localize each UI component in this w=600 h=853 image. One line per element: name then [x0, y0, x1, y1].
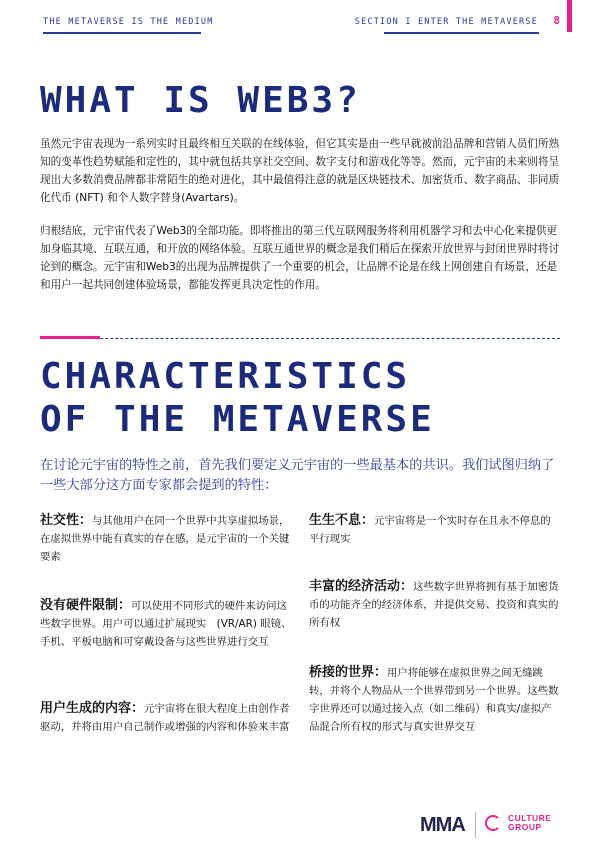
page-number: 8 — [553, 14, 560, 27]
title-line-2: OF THE METAVERSE — [40, 399, 435, 440]
feature-text: 与其他用户在同一个世界中共享虚拟场景，在虚拟世界中能有真实的存在感，是元宇宙的一个关键要素 — [40, 515, 290, 563]
header-rule-right — [384, 32, 539, 34]
title-line-1: CHARACTERISTICS — [40, 356, 411, 397]
feature-no-hardware-limit — [40, 597, 292, 651]
header-rule-left — [43, 32, 201, 34]
feature-user-generated — [40, 700, 292, 736]
section-divider-accent — [40, 336, 100, 339]
logo-separator — [475, 812, 476, 838]
culture-group-logo-icon — [485, 815, 501, 831]
feature-text: 可以使用不同形式的硬件来访问这些数字世界。用户可以通过扩展现实 (VR/AR) 眼镜、手机、平板电脑和可穿戴设备与这些世界进行交互 — [40, 600, 292, 648]
characteristics-intro: 在讨论元宇宙的特性之前，首先我们要定义元宇宙的一些最基本的共识。我们试图归纳了一些大部分这方面专家都会提到的特性： — [40, 458, 555, 493]
running-header-right: SECTION I ENTER THE METAVERSE — [354, 17, 538, 27]
section-title-characteristics — [40, 355, 435, 441]
feature-economy — [309, 578, 561, 632]
feature-title: 生生不息： — [309, 513, 375, 528]
feature-bridged-worlds — [309, 664, 561, 736]
running-header-left: THE METAVERSE IS THE MEDIUM — [43, 17, 214, 27]
section-title-web3: WHAT IS WEB3? — [40, 80, 361, 121]
feature-text: 元宇宙将在很大程度上由创作者驱动，并将由用户自己制作或增强的内容和体验来丰富 — [40, 703, 290, 733]
mma-logo: MMA — [420, 814, 465, 836]
feature-text: 元宇宙将是一个实时存在且永不停息的平行现实 — [309, 515, 551, 545]
feature-title: 桥接的世界： — [309, 665, 388, 680]
feature-text: 用户将能够在虚拟世界之间无缝跳转，并将个人物品从一个世界带到另一个世界。这些数字世界还可以通过接入点（如二维码）和真实/虚拟产品混合所有权的形式与真实世界交互 — [309, 667, 559, 733]
feature-title: 社交性： — [40, 513, 93, 528]
logo-text-line-1: CULTURE — [508, 813, 552, 823]
feature-title: 没有硬件限制： — [40, 598, 132, 613]
section-divider — [40, 338, 560, 339]
culture-group-logo — [508, 814, 551, 832]
feature-title: 丰富的经济活动： — [309, 579, 414, 594]
feature-text: 这些数字世界将拥有基于加密货币的功能齐全的经济体系，并提供交易、投资和真实的所有权 — [309, 581, 559, 629]
feature-social — [40, 512, 292, 566]
feature-persistent — [309, 512, 561, 548]
logo-text-line-2: GROUP — [508, 822, 542, 832]
header-accent-bar — [567, 0, 572, 32]
body-paragraph-2: 归根结底，元宇宙代表了Web3的全部功能。即将推出的第三代互联网服务将利用机器学习和去中心化来提供更加身临其境、互联互通，和开放的网络体验。互联互通世界的概念是我们稍后在探索开放世界与封闭世界时将讨论到的概念。元宇宙和Web3的出现为品牌提供了一个重要的机会，让品牌不论是在线上网创建自有场景，还是和用户一起共同创建体验场景，都能发挥更具决定性的作用。 — [40, 225, 560, 291]
body-paragraph-1: 虽然元宇宙表现为一系列实时且最终相互关联的在线体验，但它其实是由一些早就被前沿品牌和营销人员们所熟知的变革性趋势赋能和定性的，其中就包括共享社交空间、数字支付和游戏化等等。然而，元宇宙的未来则将呈现出大多数消费品牌都非常陌生的绝对进化，其中最值得注意的就是区块链技术、加密货币、数字商品、非同质化代币 (NFT) 和个人数字替身(Avartars)。 — [40, 138, 560, 204]
feature-title: 用户生成的内容： — [40, 701, 145, 716]
